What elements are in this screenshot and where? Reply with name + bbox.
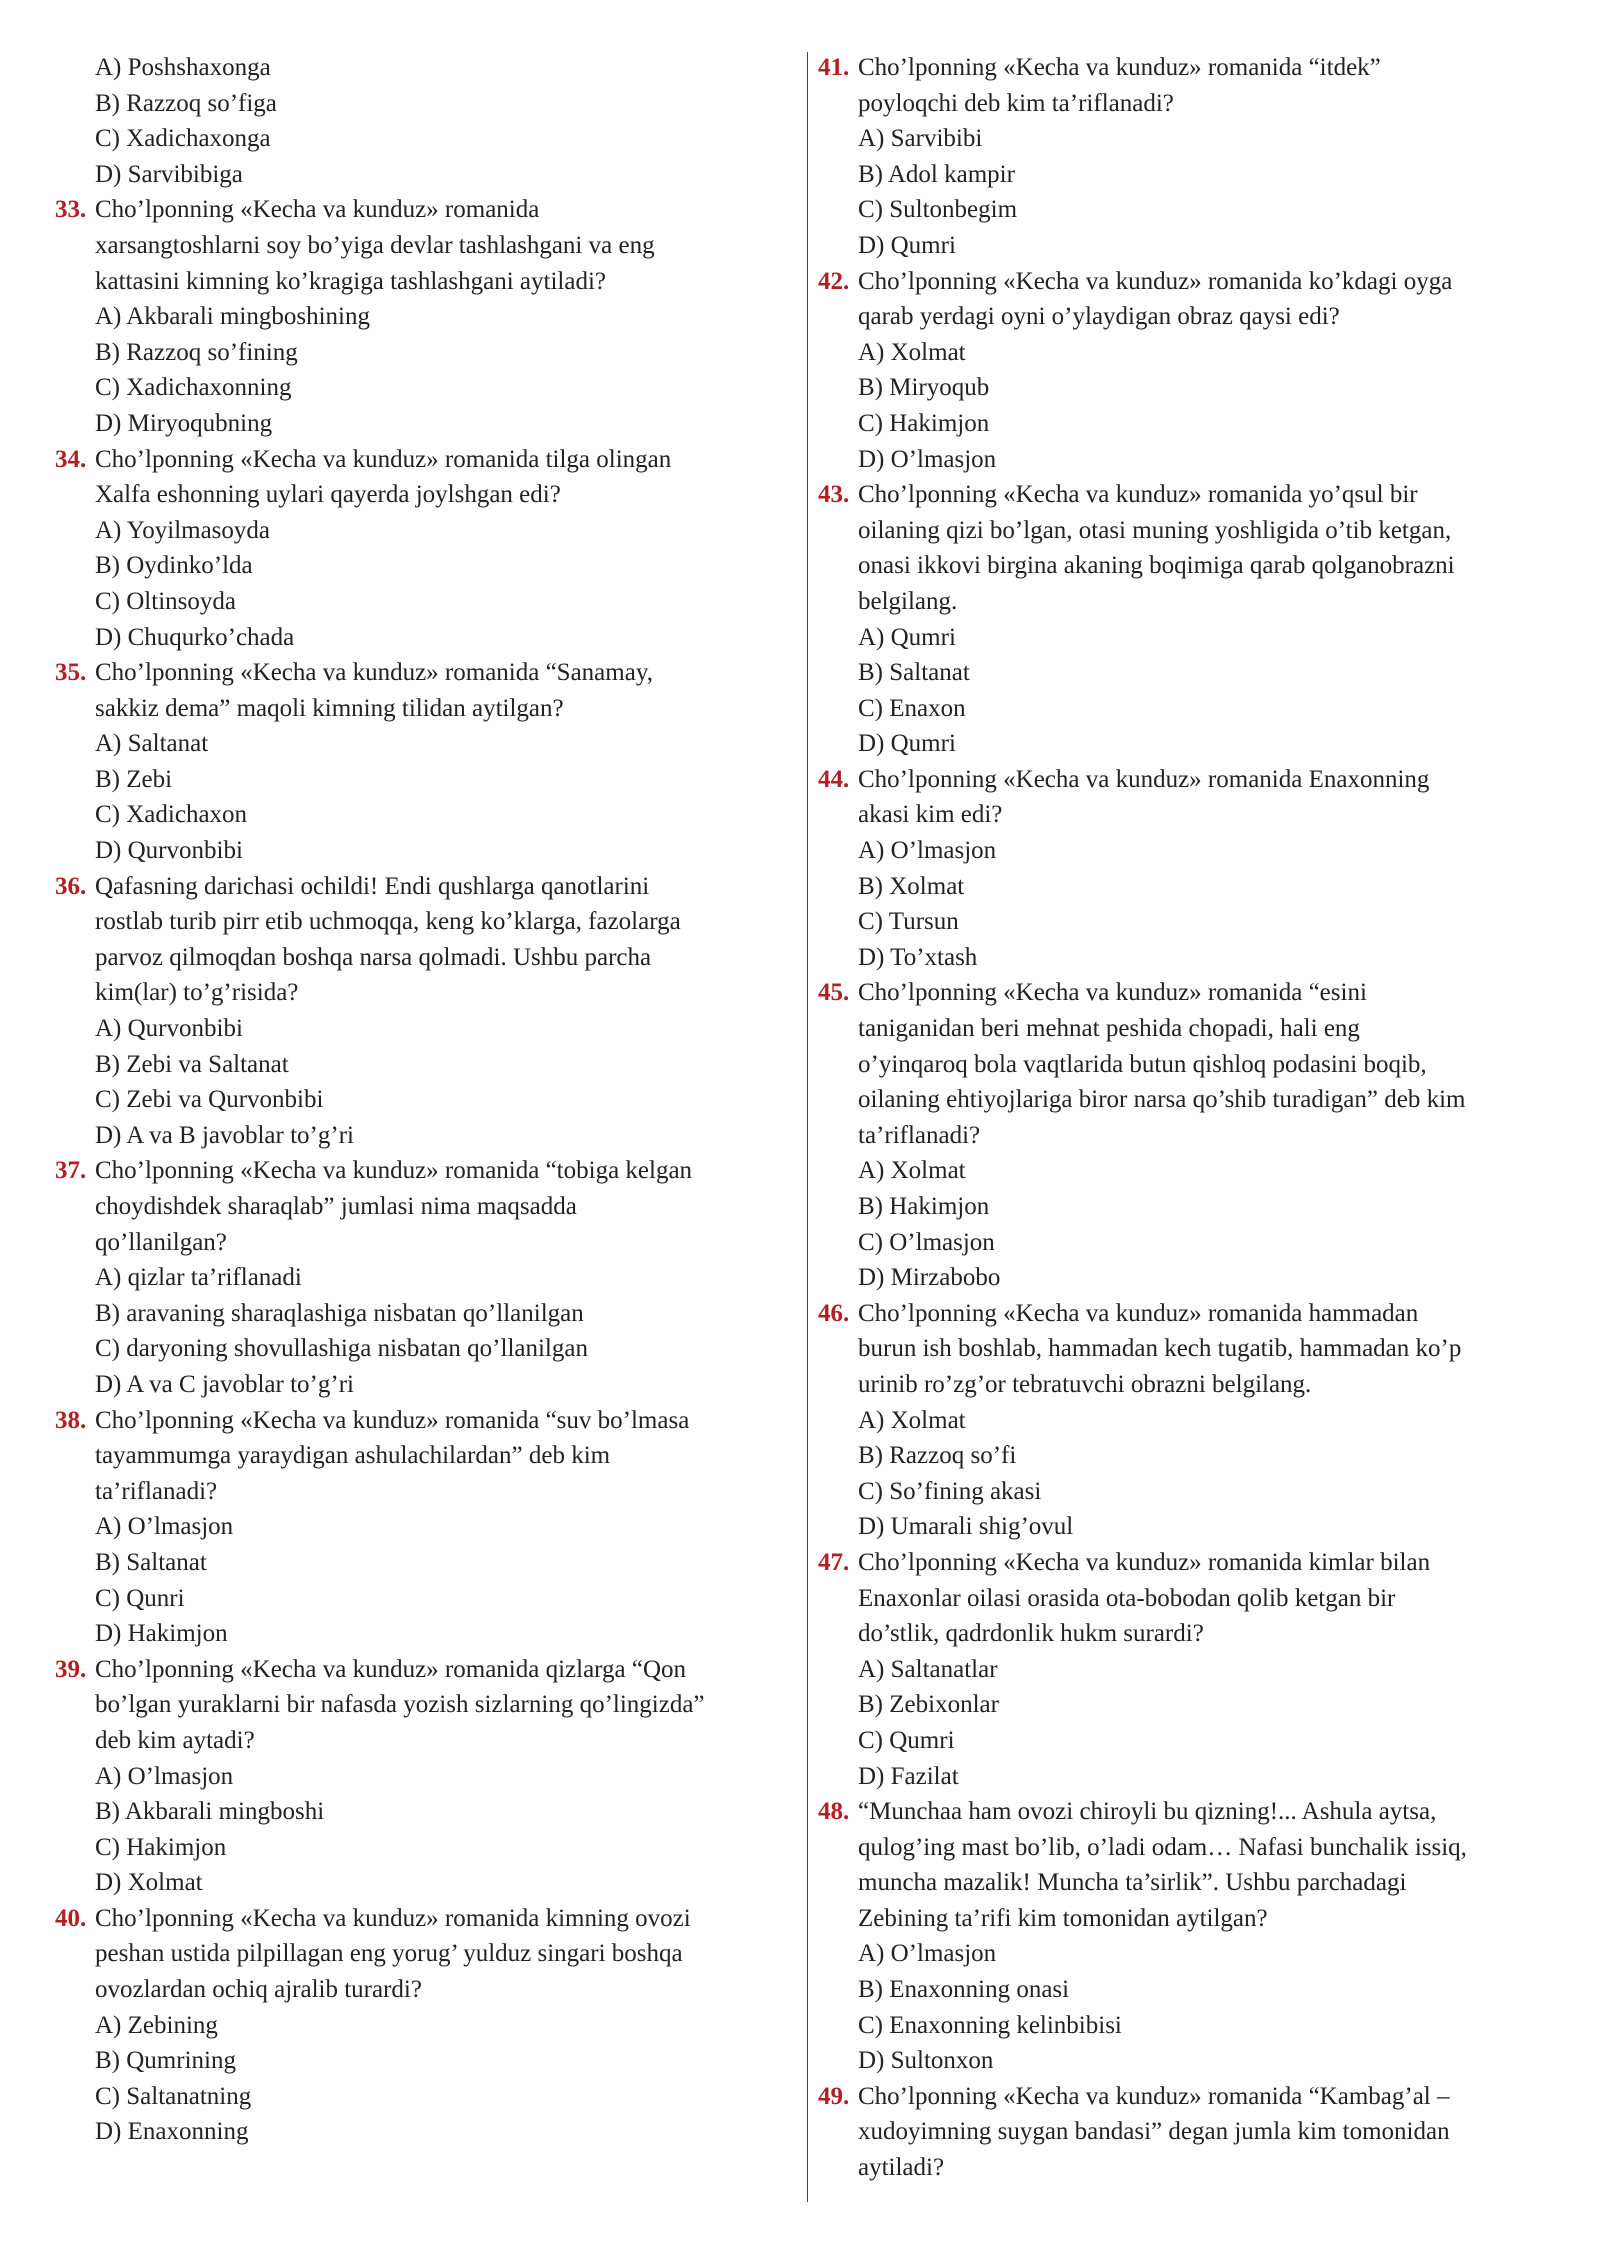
line-text: D) Xolmat	[95, 1869, 203, 1897]
line-text: D) Fazilat	[858, 1762, 959, 1790]
line-text: B) Razzoq so’figa	[95, 89, 277, 117]
answer-option	[818, 1509, 1558, 1545]
column-divider	[807, 52, 808, 2202]
line-text: A) Xolmat	[858, 1157, 966, 1185]
line-text: choydishdek sharaqlab” jumlasi nima maqsadda	[95, 1193, 577, 1220]
line-text: C) Sultonbegim	[858, 196, 1018, 224]
question-number: 37.	[55, 1157, 87, 1185]
question-number: 40.	[55, 1904, 87, 1932]
line-text: qarab yerdagi oyni o’ylaydigan obraz qaysi edi?	[858, 303, 1340, 331]
question-text-line	[818, 1581, 1558, 1617]
answer-option	[55, 1865, 795, 1901]
line-text: Cho’lponning «Kecha va kunduz» romanida “Sanamay,	[95, 659, 653, 687]
answer-option	[55, 1082, 795, 1118]
question-number: 45.	[818, 979, 850, 1007]
line-text: ovozlardan ochiq ajralib turardi?	[95, 1976, 422, 2004]
answer-option	[55, 2114, 795, 2150]
question-number: 38.	[55, 1406, 87, 1434]
question-text-line	[55, 477, 795, 513]
line-text: A) Saltanat	[95, 730, 209, 758]
line-text: B) Saltanat	[858, 659, 970, 687]
answer-option	[55, 548, 795, 584]
question-text-line	[818, 1616, 1558, 1652]
answer-option	[55, 370, 795, 406]
line-text: D) Qurvonbibi	[95, 837, 243, 865]
question-line	[818, 2079, 1558, 2115]
answer-option	[55, 1118, 795, 1154]
question-number: 43.	[818, 481, 850, 509]
question-text-line	[818, 1047, 1558, 1083]
question-text-line	[55, 1474, 795, 1510]
question-text-line	[818, 584, 1558, 620]
line-text: burun ish boshlab, hammadan kech tugatib, hammadan ko’p	[858, 1335, 1462, 1363]
line-text: D) Sarvibibiga	[95, 160, 243, 188]
line-text: Cho’lponning «Kecha va kunduz» romanida qizlarga “Qon	[95, 1655, 687, 1683]
answer-option	[818, 726, 1558, 762]
question-line	[818, 264, 1558, 300]
line-text: A) Akbarali mingboshining	[95, 303, 370, 331]
answer-option	[55, 1260, 795, 1296]
line-text: xarsangtoshlarni soy bo’yiga devlar tashlashgani va eng	[95, 231, 655, 259]
answer-option	[818, 442, 1558, 478]
line-text: C) Qunri	[95, 1584, 185, 1612]
line-text: muncha mazalik! Muncha ta’sirlik”. Ushbu parchadagi	[858, 1869, 1407, 1897]
line-text: A) Xolmat	[858, 1406, 966, 1434]
line-text: xudoyimning suygan bandasi” degan jumla kim tomonidan	[858, 2118, 1450, 2146]
line-text: Zebining ta’rifi kim tomonidan aytilgan?	[858, 1904, 1268, 1932]
answer-option	[55, 1296, 795, 1332]
answer-option	[55, 1581, 795, 1617]
answer-option	[818, 1652, 1558, 1688]
question-number: 34.	[55, 445, 87, 473]
question-number: 48.	[818, 1798, 850, 1826]
question-text-line	[55, 1723, 795, 1759]
question-line	[55, 655, 795, 691]
line-text: A) Poshshaxonga	[95, 54, 271, 81]
answer-option	[55, 1331, 795, 1367]
answer-option	[55, 1759, 795, 1795]
line-text: Cho’lponning «Kecha va kunduz» romanida “Kambag’al –	[858, 2082, 1450, 2110]
answer-option	[55, 797, 795, 833]
line-text: D) Chuqurko’chada	[95, 623, 295, 651]
answer-option	[55, 513, 795, 549]
line-text: B) Akbarali mingboshi	[95, 1798, 325, 1826]
question-number: 35.	[55, 659, 87, 687]
answer-option	[55, 157, 795, 193]
question-text-line	[818, 2150, 1558, 2186]
line-text: B) Oydinko’lda	[95, 552, 253, 580]
answer-option	[55, 1047, 795, 1083]
line-text: C) Enaxonning kelinbibisi	[858, 2011, 1122, 2039]
line-text: Cho’lponning «Kecha va kunduz» romanida “esini	[858, 979, 1367, 1007]
line-text: bo’lgan yuraklarni bir nafasda yozish sizlarning qo’lingizda”	[95, 1691, 705, 1719]
answer-option	[818, 1189, 1558, 1225]
line-text: C) Oltinsoyda	[95, 587, 236, 615]
line-text: Cho’lponning «Kecha va kunduz» romanida yo’qsul bir	[858, 481, 1418, 509]
line-text: A) Sarvibibi	[858, 125, 983, 153]
question-text-line	[818, 548, 1558, 584]
answer-option	[818, 1936, 1558, 1972]
line-text: oilaning ehtiyojlariga biror narsa qo’shib turadigan” deb kim	[858, 1086, 1466, 1114]
question-text-line	[55, 1189, 795, 1225]
question-line	[55, 442, 795, 478]
question-text-line	[818, 86, 1558, 122]
line-text: Cho’lponning «Kecha va kunduz» romanida ko’kdagi oyga	[858, 267, 1453, 295]
line-text: belgilang.	[858, 587, 958, 615]
line-text: o’yinqaroq bola vaqtlarida butun qishloq podasini boqib,	[858, 1050, 1427, 1078]
answer-option	[818, 406, 1558, 442]
line-text: B) Enaxonning onasi	[858, 1976, 1070, 2004]
answer-option	[818, 2008, 1558, 2044]
line-text: C) daryoning shovullashiga nisbatan qo’llanilgan	[95, 1335, 588, 1363]
question-text-line	[55, 904, 795, 940]
line-text: B) Zebi	[95, 765, 173, 793]
line-text: Cho’lponning «Kecha va kunduz» romanida kimlar bilan	[858, 1548, 1431, 1576]
question-line	[818, 1545, 1558, 1581]
line-text: B) aravaning sharaqlashiga nisbatan qo’llanilgan	[95, 1299, 584, 1327]
question-line	[818, 762, 1558, 798]
line-text: C) Xadichaxon	[95, 801, 248, 829]
line-text: Cho’lponning «Kecha va kunduz» romanida	[95, 196, 540, 224]
answer-option	[55, 762, 795, 798]
line-text: peshan ustida pilpillagan eng yorug’ yulduz singari boshqa	[95, 1940, 683, 1968]
question-text-line	[818, 1901, 1558, 1937]
line-text: C) Hakimjon	[95, 1833, 227, 1861]
line-text: A) O’lmasjon	[95, 1513, 234, 1541]
line-text: C) Tursun	[858, 908, 959, 936]
answer-option	[818, 1403, 1558, 1439]
question-text-line	[818, 1118, 1558, 1154]
line-text: Cho’lponning «Kecha va kunduz» romanida kimning ovozi	[95, 1904, 691, 1932]
line-text: akasi kim edi?	[858, 801, 1003, 829]
line-text: A) Zebining	[95, 2011, 218, 2039]
answer-option	[55, 299, 795, 335]
line-text: B) Zebixonlar	[858, 1691, 999, 1719]
question-text-line	[55, 1972, 795, 2008]
line-text: D) Qumri	[858, 231, 956, 259]
line-text: Cho’lponning «Kecha va kunduz» romanida hammadan	[858, 1299, 1419, 1327]
answer-option	[818, 940, 1558, 976]
question-line	[55, 1652, 795, 1688]
answer-option	[55, 335, 795, 371]
right-column	[818, 50, 1558, 2186]
question-line	[55, 1153, 795, 1189]
line-text: kim(lar) to’g’risida?	[95, 979, 299, 1007]
question-text-line	[55, 691, 795, 727]
question-text-line	[818, 299, 1558, 335]
line-text: A) Xolmat	[858, 338, 966, 366]
answer-option	[55, 1545, 795, 1581]
line-text: sakkiz dema” maqoli kimning tilidan aytilgan?	[95, 694, 564, 722]
question-line	[55, 192, 795, 228]
line-text: urinib ro’zg’or tebratuvchi obrazni belgilang.	[858, 1370, 1312, 1398]
answer-option	[818, 1687, 1558, 1723]
answer-option	[55, 1830, 795, 1866]
answer-option	[55, 86, 795, 122]
line-text: aytiladi?	[858, 2154, 945, 2182]
line-text: B) Qumrining	[95, 2047, 236, 2075]
line-text: B) Razzoq so’fining	[95, 338, 298, 366]
line-text: B) Miryoqub	[858, 374, 990, 402]
line-text: rostlab turib pirr etib uchmoqqa, keng ko’klarga, fazolarga	[95, 908, 681, 936]
answer-option	[818, 1972, 1558, 2008]
question-number: 42.	[818, 267, 850, 295]
answer-option	[818, 1225, 1558, 1261]
line-text: parvoz qilmoqdan boshqa narsa qolmadi. Ushbu parcha	[95, 943, 652, 971]
line-text: D) Miryoqubning	[95, 409, 273, 437]
line-text: oilaning qizi bo’lgan, otasi muning yoshligida o’tib ketgan,	[858, 516, 1452, 544]
answer-option	[818, 1759, 1558, 1795]
question-text-line	[818, 2114, 1558, 2150]
question-line	[818, 477, 1558, 513]
answer-option	[818, 1260, 1558, 1296]
question-line	[818, 1794, 1558, 1830]
line-text: A) O’lmasjon	[95, 1762, 234, 1790]
line-text: ta’riflanadi?	[95, 1477, 218, 1505]
question-number: 44.	[818, 765, 850, 793]
line-text: Qafasning darichasi ochildi! Endi qushlarga qanotlarini	[95, 872, 650, 900]
line-text: qo’llanilgan?	[95, 1228, 227, 1256]
answer-option	[818, 1723, 1558, 1759]
line-text: “Munchaa ham ovozi chiroyli bu qizning!... Ashula aytsa,	[858, 1798, 1437, 1826]
line-text: A) Saltanatlar	[858, 1655, 998, 1683]
line-text: B) Xolmat	[858, 872, 965, 900]
answer-option	[818, 335, 1558, 371]
line-text: Cho’lponning «Kecha va kunduz» romanida “itdek”	[858, 54, 1381, 81]
answer-option	[818, 833, 1558, 869]
question-line	[55, 1403, 795, 1439]
question-number: 49.	[818, 2082, 850, 2110]
answer-option	[55, 584, 795, 620]
question-text-line	[818, 1082, 1558, 1118]
answer-option	[818, 1153, 1558, 1189]
line-text: D) Enaxonning	[95, 2118, 249, 2146]
line-text: B) Zebi va Saltanat	[95, 1050, 289, 1078]
question-line	[55, 869, 795, 905]
left-column	[55, 50, 795, 2150]
line-text: qulog’ing mast bo’lib, o’ladi odam… Nafasi bunchalik issiq,	[858, 1833, 1467, 1861]
line-text: Cho’lponning «Kecha va kunduz» romanida Enaxonning	[858, 765, 1430, 793]
question-text-line	[55, 975, 795, 1011]
line-text: B) Saltanat	[95, 1548, 207, 1576]
line-text: D) O’lmasjon	[858, 445, 997, 473]
line-text: onasi ikkovi birgina akaning boqimiga qarab qolganobrazni	[858, 552, 1455, 580]
line-text: A) O’lmasjon	[858, 1940, 997, 1968]
answer-option	[818, 370, 1558, 406]
answer-option	[818, 869, 1558, 905]
line-text: C) So’fining akasi	[858, 1477, 1042, 1505]
question-line	[818, 50, 1558, 86]
line-text: C) Enaxon	[858, 694, 966, 722]
answer-option	[55, 2043, 795, 2079]
answer-option	[55, 1367, 795, 1403]
line-text: ta’riflanadi?	[858, 1121, 981, 1149]
question-number: 36.	[55, 872, 87, 900]
line-text: Cho’lponning «Kecha va kunduz» romanida “suv bo’lmasa	[95, 1406, 690, 1434]
line-text: C) Xadichaxonga	[95, 125, 271, 153]
line-text: kattasini kimning ko’kragiga tashlashgani aytiladi?	[95, 267, 606, 295]
question-line	[818, 975, 1558, 1011]
question-text-line	[55, 1225, 795, 1261]
line-text: B) Hakimjon	[858, 1193, 990, 1220]
line-text: tayammumga yaraydigan ashulachilardan” deb kim	[95, 1442, 611, 1470]
answer-option	[55, 406, 795, 442]
line-text: C) O’lmasjon	[858, 1228, 995, 1256]
answer-option	[818, 691, 1558, 727]
answer-option	[818, 192, 1558, 228]
line-text: Xalfa eshonning uylari qayerda joylshgan edi?	[95, 481, 561, 509]
answer-option	[818, 121, 1558, 157]
answer-option	[818, 655, 1558, 691]
question-line	[55, 1901, 795, 1937]
answer-option	[818, 1474, 1558, 1510]
line-text: do’stlik, qadrdonlik hukm surardi?	[858, 1620, 1204, 1648]
answer-option	[55, 1616, 795, 1652]
answer-option	[55, 121, 795, 157]
line-text: taniganidan beri mehnat peshida chopadi, hali eng	[858, 1015, 1360, 1043]
question-text-line	[818, 1011, 1558, 1047]
answer-option	[55, 620, 795, 656]
line-text: A) qizlar ta’riflanadi	[95, 1264, 302, 1292]
line-text: C) Zebi va Qurvonbibi	[95, 1086, 324, 1114]
answer-option	[55, 726, 795, 762]
question-number: 46.	[818, 1299, 850, 1327]
line-text: D) A va C javoblar to’g’ri	[95, 1370, 354, 1398]
question-text-line	[818, 1865, 1558, 1901]
line-text: A) Yoyilmasoyda	[95, 516, 271, 544]
question-number: 33.	[55, 196, 87, 224]
answer-option	[55, 50, 795, 86]
answer-option	[818, 904, 1558, 940]
answer-option	[818, 2043, 1558, 2079]
answer-option	[55, 1509, 795, 1545]
question-text-line	[55, 1438, 795, 1474]
answer-option	[818, 157, 1558, 193]
answer-option	[55, 1794, 795, 1830]
line-text: Cho’lponning «Kecha va kunduz» romanida “tobiga kelgan	[95, 1157, 693, 1185]
line-text: Enaxonlar oilasi orasida ota-bobodan qolib ketgan bir	[858, 1584, 1396, 1612]
answer-option	[55, 2079, 795, 2115]
answer-option	[55, 2008, 795, 2044]
line-text: D) Hakimjon	[95, 1620, 228, 1648]
line-text: D) To’xtash	[858, 943, 978, 971]
line-text: Cho’lponning «Kecha va kunduz» romanida tilga olingan	[95, 445, 672, 473]
line-text: B) Adol kampir	[858, 160, 1015, 188]
line-text: C) Xadichaxonning	[95, 374, 292, 402]
answer-option	[818, 228, 1558, 264]
line-text: D) Umarali shig’ovul	[858, 1513, 1074, 1541]
question-line	[818, 1296, 1558, 1332]
line-text: A) O’lmasjon	[858, 837, 997, 865]
question-number: 47.	[818, 1548, 850, 1576]
question-text-line	[55, 1936, 795, 1972]
line-text: C) Hakimjon	[858, 409, 990, 437]
question-number: 39.	[55, 1655, 87, 1683]
question-text-line	[55, 940, 795, 976]
line-text: B) Razzoq so’fi	[858, 1442, 1017, 1470]
line-text: D) A va B javoblar to’g’ri	[95, 1121, 354, 1149]
question-text-line	[818, 797, 1558, 833]
question-text-line	[55, 264, 795, 300]
question-text-line	[818, 1830, 1558, 1866]
line-text: C) Saltanatning	[95, 2082, 252, 2110]
line-text: A) Qumri	[858, 623, 956, 651]
question-text-line	[818, 1331, 1558, 1367]
line-text: D) Mirzabobo	[858, 1264, 1001, 1292]
answer-option	[55, 833, 795, 869]
answer-option	[818, 1438, 1558, 1474]
line-text: C) Qumri	[858, 1726, 955, 1754]
answer-option	[818, 620, 1558, 656]
line-text: D) Qumri	[858, 730, 956, 758]
answer-option	[55, 1011, 795, 1047]
line-text: deb kim aytadi?	[95, 1726, 255, 1754]
question-text-line	[818, 513, 1558, 549]
question-text-line	[55, 1687, 795, 1723]
line-text: A) Qurvonbibi	[95, 1015, 243, 1043]
question-text-line	[55, 228, 795, 264]
line-text: poyloqchi deb kim ta’riflanadi?	[858, 89, 1174, 117]
question-text-line	[818, 1367, 1558, 1403]
question-number: 41.	[818, 54, 850, 81]
line-text: D) Sultonxon	[858, 2047, 994, 2075]
